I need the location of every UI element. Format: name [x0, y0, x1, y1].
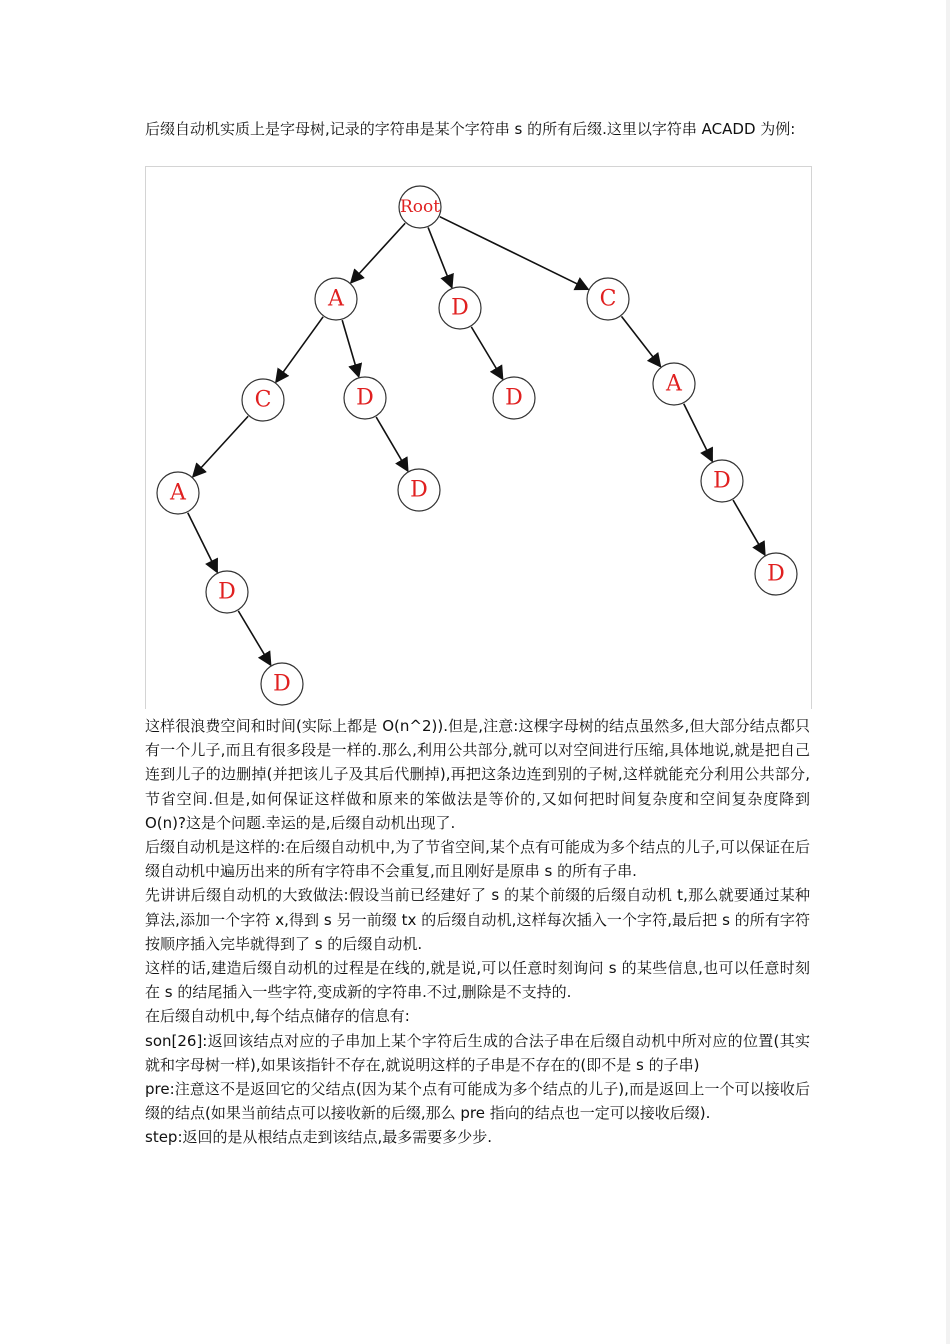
- tree-node: [701, 460, 743, 502]
- tree-edge-arrow: [276, 317, 323, 382]
- tree-edge-arrow: [733, 500, 765, 555]
- paragraph: 先讲讲后缀自动机的大致做法:假设当前已经建好了 s 的某个前缀的后缀自动机 t,那么就要通过某种算法,添加一个字符 x,得到 s 另一前缀 tx 的后缀自动机,这样每次插入一个字符,最后把 s 的所有字符按顺序插入完毕就得到了 s 的后缀自动机.: [145, 886, 810, 953]
- tree-edge-arrow: [684, 404, 712, 462]
- paragraph: 这样的话,建造后缀自动机的过程是在线的,就是说,可以任意时刻询问 s 的某些信息,也可以任意时刻在 s 的结尾插入一些字符,变成新的字符串.不过,删除是不支持的.: [145, 959, 810, 1002]
- tree-node-label: D: [273, 671, 291, 697]
- intro-paragraph: [145, 117, 810, 141]
- tree-node-label: D: [451, 295, 469, 321]
- tree-node: [755, 553, 797, 595]
- tree-node: [398, 469, 440, 511]
- paragraph: step:返回的是从根结点走到该结点,最多需要多少步.: [145, 1128, 493, 1147]
- tree-nodes: [157, 186, 797, 705]
- suffix-trie-figure: [145, 166, 812, 709]
- tree-node-label: A: [666, 371, 682, 397]
- tree-edge-arrow: [376, 417, 408, 471]
- body-paragraphs: [145, 714, 810, 1150]
- tree-node-label: D: [356, 385, 374, 411]
- tree-node-label: D: [218, 579, 236, 605]
- tree-node: [315, 278, 357, 320]
- tree-node: [587, 278, 629, 320]
- tree-node: [242, 379, 284, 421]
- tree-node: [439, 287, 481, 329]
- tree-node-label: D: [767, 561, 785, 587]
- tree-node-label: A: [170, 480, 186, 506]
- suffix-trie-diagram: [146, 167, 811, 709]
- paragraph: 在后缀自动机中,每个结点储存的信息有:: [145, 1007, 410, 1026]
- tree-edge-arrow: [188, 513, 217, 573]
- paragraph: pre:注意这不是返回它的父结点(因为某个点有可能成为多个结点的儿子),而是返回上一个可以接收后缀的结点(如果当前结点可以接收新的后缀,那么 pre 指向的结点也一定可以接收后缀).: [145, 1080, 810, 1123]
- tree-edges: [188, 217, 765, 665]
- tree-edge-arrow: [428, 227, 452, 287]
- paragraph: son[26]:返回该结点对应的子串加上某个字符后生成的合法子串在后缀自动机中所对应的位置(其实就和字母树一样),如果该指针不存在,就说明这样的子串是不存在的(即不是 s 的子串): [145, 1031, 810, 1074]
- tree-edge-arrow: [342, 320, 359, 377]
- tree-node-label: A: [328, 286, 344, 312]
- paragraph: 这样很浪费空间和时间(实际上都是 O(n^2)).但是,注意:这棵字母树的结点虽然多,但大部分结点都只有一个儿子,而且有很多段是一样的.那么,利用公共部分,就可以对空间进行压缩,具体地说,就是把自己连到儿子的边删掉(并把该儿子及其后代删掉),再把这条边连到别的子树,这样就能充分利用公共部分,节省空间.但是,如何保证这样做和原来的笨做法是等价的,又如何把时间复杂度和空间复杂度降到 O(n)?这是个问题.幸运的是,后缀自动机出现了.: [145, 717, 810, 832]
- page-edge: [946, 0, 950, 1344]
- tree-node: [493, 377, 535, 419]
- tree-node-label: D: [505, 385, 523, 411]
- tree-node-label: C: [599, 286, 617, 312]
- tree-node-label: C: [254, 387, 272, 413]
- tree-edge-arrow: [238, 611, 270, 665]
- tree-node: [653, 363, 695, 405]
- tree-node: [157, 472, 199, 514]
- tree-node: [261, 663, 303, 705]
- tree-node-label: Root: [399, 197, 441, 217]
- tree-edge-arrow: [621, 316, 660, 366]
- tree-edge-arrow: [440, 217, 588, 290]
- tree-edge-arrow: [193, 416, 248, 477]
- intro-text: 后缀自动机实质上是字母树,记录的字符串是某个字符串 s 的所有后缀.这里以字符串 ACADD 为例:: [145, 120, 796, 138]
- tree-edge-arrow: [471, 327, 502, 379]
- tree-node: [344, 377, 386, 419]
- tree-node: [206, 571, 248, 613]
- tree-root-node: [399, 186, 441, 228]
- tree-node-label: D: [713, 468, 731, 494]
- tree-node-label: D: [410, 477, 428, 503]
- tree-edge-arrow: [351, 223, 405, 283]
- paragraph: 后缀自动机是这样的:在后缀自动机中,为了节省空间,某个点有可能成为多个结点的儿子,可以保证在后缀自动机中遍历出来的所有字符串不会重复,而且刚好是原串 s 的所有子串.: [145, 838, 810, 881]
